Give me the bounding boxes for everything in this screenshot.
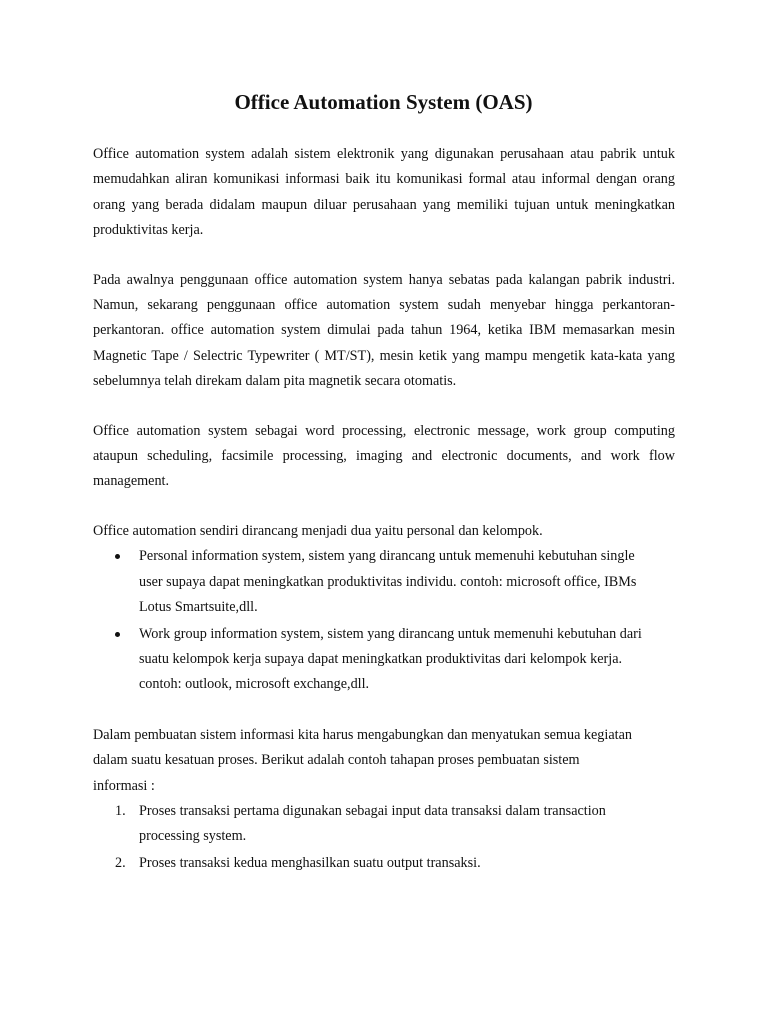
list-item-text: Proses transaksi kedua menghasilkan suatu output transaksi.: [139, 854, 481, 871]
document-title: Office Automation System (OAS): [234, 90, 533, 114]
list-item-text: Personal information system, sistem yang dirancang untuk memenuhi kebutuhan single user supaya dapat meningkatkan produktivitas individu. contoh: microsoft office, IBMs Lotus Smartsuite,dll.: [139, 548, 637, 616]
list-item-text: Work group information system, sistem yang dirancang untuk memenuhi kebutuhan dari suatu kelompok kerja supaya dapat meningkatkan produktivitas dari kelompok kerja. contoh: outlook, microsoft exchange,dll.: [139, 625, 642, 693]
list-item: [93, 544, 674, 620]
list-item: [93, 622, 674, 698]
process-steps-list: [93, 799, 674, 876]
paragraph-functions: Office automation system sebagai word processing, electronic message, work group computing ataupun scheduling, facsimile processing, imaging and electronic documents, and work flow management.: [93, 422, 675, 490]
types-list: [93, 544, 674, 697]
paragraph-history: Pada awalnya penggunaan office automation system hanya sebatas pada kalangan pabrik industri. Namun, sekarang penggunaan office automation system sudah menyebar hingga perkantoran-perkantoran. office automation system dimulai pada tahun 1964, ketika IBM memasarkan mesin Magnetic Tape / Selectric Typewriter ( MT/ST), mesin ketik yang mampu mengetik kata-kata yang sebelumnya telah direkam dalam pita magnetik secara otomatis.: [93, 271, 675, 390]
list-item: [93, 851, 674, 876]
list-item-text: Proses transaksi pertama digunakan sebagai input data transaksi dalam transaction processing system.: [139, 802, 606, 845]
bullet-icon: [115, 632, 120, 637]
paragraph-process-intro: Dalam pembuatan sistem informasi kita harus mengabungkan dan menyatukan semua kegiatan dalam suatu kesatuan proses. Berikut adalah contoh tahapan proses pembuatan sistem informasi :: [93, 726, 632, 794]
step-number: 1.: [115, 802, 126, 819]
bullet-icon: [115, 554, 120, 559]
paragraph-types-intro: Office automation sendiri dirancang menjadi dua yaitu personal dan kelompok.: [93, 522, 543, 539]
paragraph-definition: Office automation system adalah sistem elektronik yang digunakan perusahaan atau pabrik untuk memudahkan aliran komunikasi informasi baik itu komunikasi formal atau informal dengan orang orang yang berada didalam maupun diluar perusahaan yang memiliki tujuan untuk meningkatkan produktivitas kerja.: [93, 146, 675, 239]
step-number: 2.: [115, 854, 126, 871]
document-page: [93, 84, 674, 877]
list-item: [93, 799, 674, 850]
